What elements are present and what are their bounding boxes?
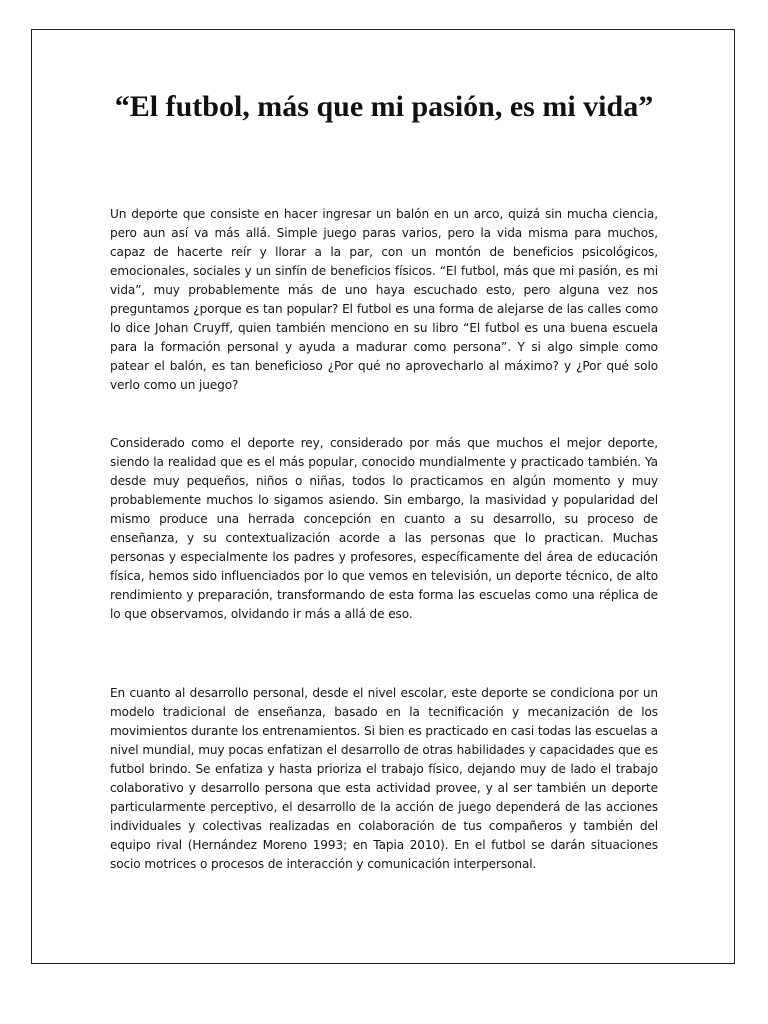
paragraph-3: En cuanto al desarrollo personal, desde el nivel escolar, este deporte se condiciona por un modelo tradicional de enseñanza, basado en la tecnificación y mecanización de los movimientos durante los entrenamientos. Si bien es practicado en casi todas las escuelas a nivel mundial, muy pocas enfatizan el desarrollo de otras habilidades y capacidades que es futbol brindo. Se enfatiza y hasta prioriza el trabajo físico, dejando muy de lado el trabajo colaborativo y desarrollo persona que esta actividad provee, y al ser también un deporte particularmente perceptivo, el desarrollo de la acción de juego dependerá de las acciones individuales y colectivas realizadas en colaboración de tus compañeros y también del equipo rival (Hernández Moreno 1993; en Tapia 2010). En el futbol se darán situaciones socio motrices o procesos de interacción y comunicación interpersonal.	[110, 686, 658, 871]
paragraph-2: Considerado como el deporte rey, considerado por más que muchos el mejor deporte, siendo la realidad que es el más popular, conocido mundialmente y practicado también. Ya desde muy pequeños, niños o niñas, todos lo practicamos en algún momento y muy probablemente muchos lo sigamos asiendo. Sin embargo, la masividad y popularidad del mismo produce una herrada concepción en cuanto a su desarrollo, su proceso de enseñanza, y su contextualización acorde a las personas que lo practican. Muchas personas y especialmente los padres y profesores, específicamente del área de educación física, hemos sido influenciados por lo que vemos en televisión, un deporte técnico, de alto rendimiento y preparación, transformando de esta forma las escuelas como una réplica de lo que observamos, olvidando ir más a allá de eso.	[110, 436, 658, 621]
paragraph-1: Un deporte que consiste en hacer ingresar un balón en un arco, quizá sin mucha ciencia, pero aun así va más allá. Simple juego paras varios, pero la vida misma para muchos, capaz de hacerte reír y llorar a la par, con un montón de beneficios psicológicos, emocionales, sociales y un sinfín de beneficios físicos. “El futbol, más que mi pasión, es mi vida”, muy probablemente más de uno haya escuchado esto, pero alguna vez nos preguntamos ¿porque es tan popular? El futbol es una forma de alejarse de las calles como lo dice Johan Cruyff, quien también menciono en su libro “El futbol es una buena escuela para la formación personal y ayuda a madurar como persona”. Y si algo simple como patear el balón, es tan beneficioso ¿Por qué no aprovecharlo al máximo? y ¿Por qué solo verlo como un juego?	[110, 207, 658, 392]
document-title: “El futbol, más que mi pasión, es mi vida”	[114, 90, 654, 123]
